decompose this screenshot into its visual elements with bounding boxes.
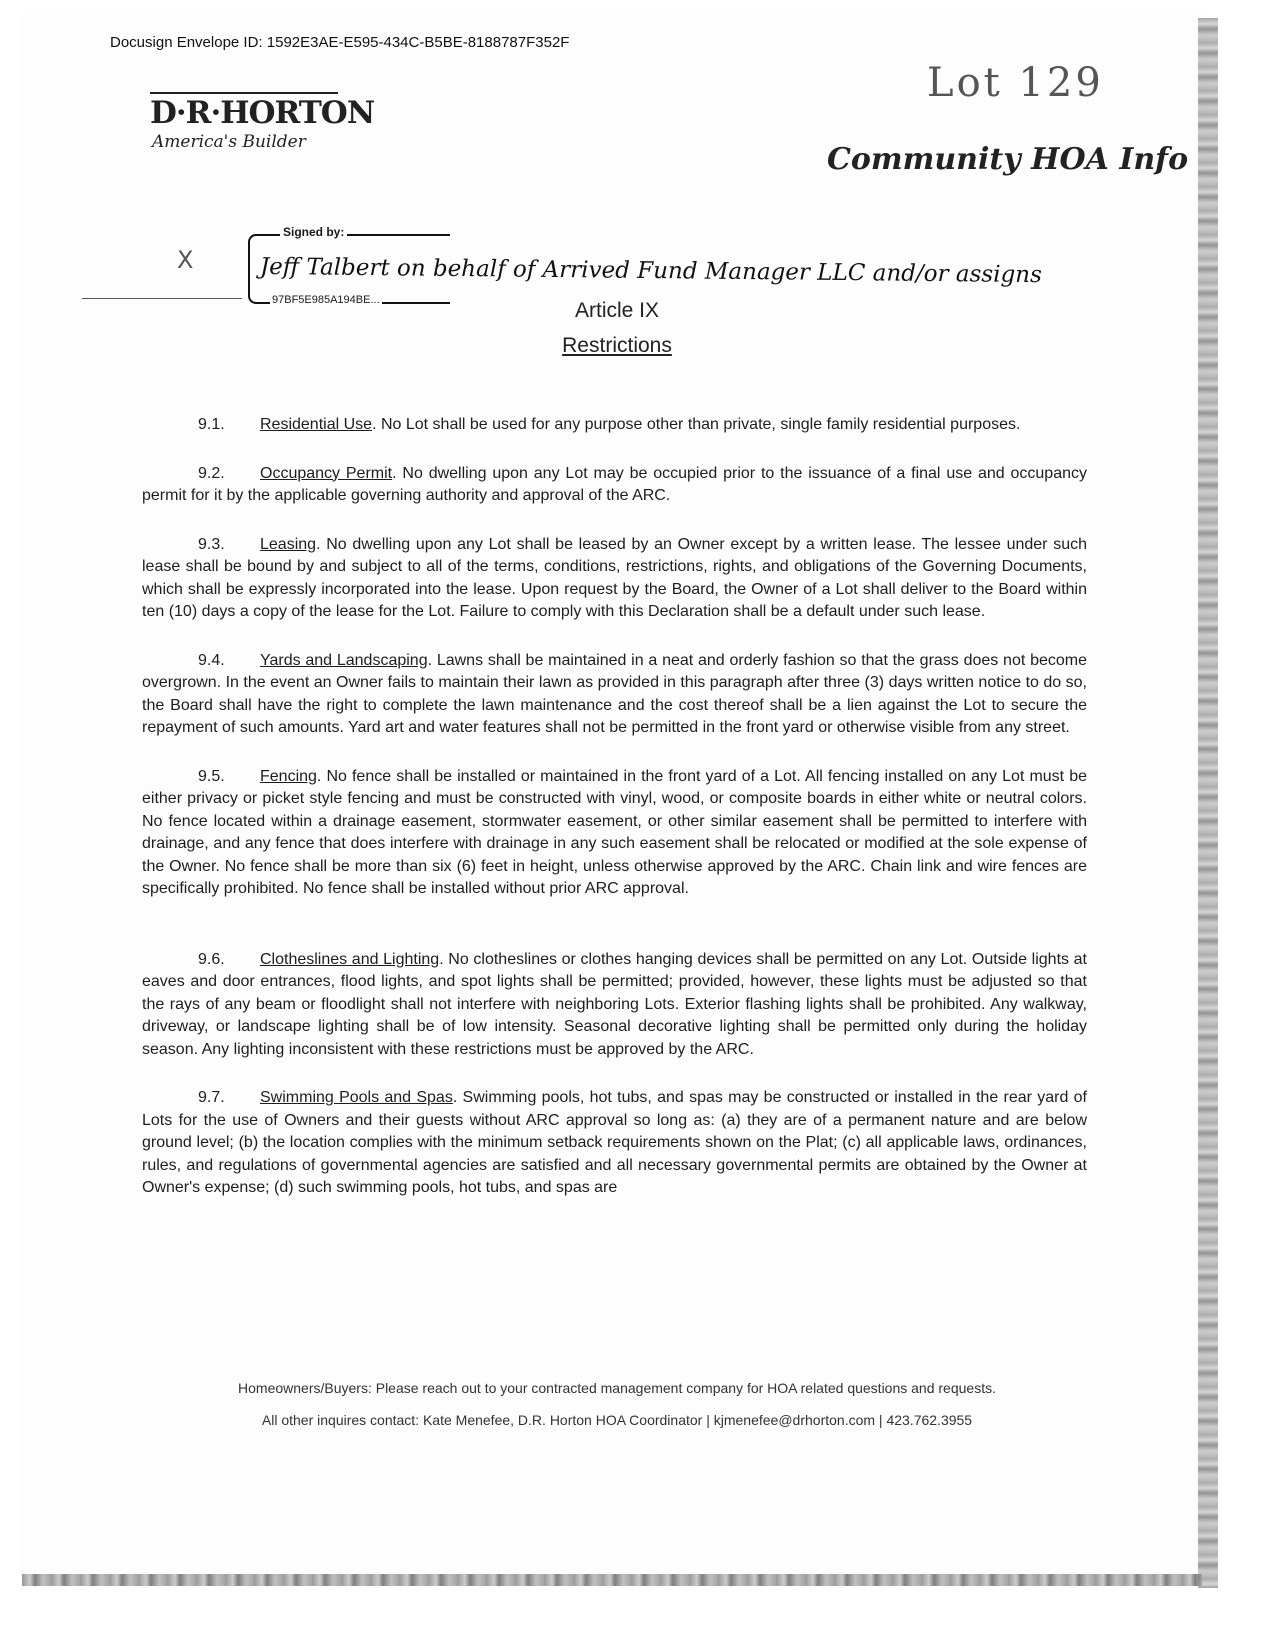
signer-id: 97BF5E985A194BE... [272,294,380,306]
restrictions-body [142,398,1087,1226]
section-heading: Swimming Pools and Spas [260,1089,453,1106]
document-page [22,14,1212,1584]
section-text: . Lawns shall be maintained in a neat and orderly fashion so that the grass does not become overgrown. In the event an Owner fails to maintain their lawn as provided in this paragraph after three (3) days written notice to do so, the Board shall have the right to complete the lawn maintenance and the cost thereof shall be a lien against the Lot to secure the repayment of such amounts. Yard art and water features shall not be permitted in the front yard or otherwise visible from any street. [142,651,1087,736]
signed-by-label: Signed by: [280,225,347,239]
section-9-7 [142,1087,1087,1200]
scan-edge-bottom [22,1574,1202,1586]
handwritten-signature: Jeff Talbert on behalf of Arrived Fund Manager LLC and/or assigns [259,253,1043,289]
section-number: 9.1. [198,416,225,433]
section-number: 9.7. [198,1089,225,1106]
section-number: 9.6. [198,950,225,968]
section-9-4 [142,650,1087,740]
section-9-6 [142,949,1087,1062]
footer-contact: All other inquires contact: Kate Menefee, D.R. Horton HOA Coordinator | kjmenefee@drhorton.com | 423.762.3955 [261,1412,973,1428]
scan-edge-right [1198,18,1218,1588]
section-text: . Swimming pools, hot tubs, and spas may be constructed or installed in the rear yard of Lots for the use of Owners and their guests without ARC approval so long as: (a) they are of a permanent nature and are below ground level; (b) the location complies with the minimum setback requirements shown on the Plat; (c) all applicable laws, ordinances, rules, and regulations of governmental agencies are satisfied and all necessary governmental permits are obtained by the Owner at Owner's expense; (d) such swimming pools, hot tubs, and spas are [142,1089,1087,1196]
docusign-envelope-id: Docusign Envelope ID: 1592E3AE-E595-434C-B5BE-8188787F352F [110,34,570,51]
logo-name: D·R·HORTON [150,95,375,131]
section-number: 9.2. [198,464,225,482]
logo-tagline: America's Builder [152,132,306,152]
handwritten-lot-number: Lot 129 [927,60,1104,106]
handwritten-heading: Community HOA Info [827,142,1189,177]
company-logo [150,92,375,152]
section-9-1 [142,414,1087,437]
section-heading: Occupancy Permit [260,464,393,482]
section-text: . No Lot shall be used for any purpose other than private, single family residential purposes. [372,416,1021,433]
section-text: . No fence shall be installed or maintained in the front yard of a Lot. All fencing installed on any Lot must be either privacy or picket style fencing and must be constructed with vinyl, wood, or composite boards in either white or neutral colors. No fence located within a drainage easement, stormwater easement, or other similar easement shall be permitted to interfere with drainage, and any fence that does interfere with drainage in any such easement shall be relocated or modified at the sole expense of the Owner. No fence shall be more than six (6) feet in height, unless otherwise approved by the ARC. Chain link and wire fences are specifically prohibited. No fence shall be installed without prior ARC approval. [142,767,1087,897]
section-number: 9.5. [198,767,225,785]
section-text: . No dwelling upon any Lot may be occupied prior to the issuance of a final use and occupancy permit for it by the applicable governing authority and approval of the ARC. [142,464,1087,504]
section-heading: Fencing [260,767,317,785]
signature-x-mark: X [177,246,194,274]
section-heading: Leasing [260,535,317,553]
section-9-3 [142,534,1087,624]
section-9-2 [142,463,1087,508]
section-heading: Residential Use [260,416,373,433]
section-heading: Clotheslines and Lighting [260,950,440,968]
section-number: 9.3. [198,535,225,553]
section-9-5 [142,766,1087,901]
article-number: Article IX [574,299,660,322]
section-heading: Yards and Landscaping [260,651,428,669]
section-number: 9.4. [198,651,225,669]
logo-rule [150,92,338,94]
article-title-text: Restrictions [562,334,672,357]
section-text: . No clotheslines or clothes hanging devices shall be permitted on any Lot. Outside lights at eaves and door entrances, flood lights, and spot lights shall be permitted; provided, however, these lights must be adjusted so that the rays of any beam or floodlight shall not interfere with neighboring Lots. Exterior flashing lights shall be prohibited. Any walkway, driveway, or landscape lighting shall be of low intensity. Seasonal decorative lighting shall be permitted only during the holiday season. Any lighting inconsistent with these restrictions must be approved by the ARC. [142,950,1088,1058]
footer-homeowners-note: Homeowners/Buyers: Please reach out to your contracted management company for HOA related questions and requests. [238,1380,996,1396]
section-text: . No dwelling upon any Lot shall be leased by an Owner except by a written lease. The lessee under such lease shall be bound by and subject to all of the terms, conditions, restrictions, rights, and obligations of the Governing Documents, which shall be expressly incorporated into the lease. Upon request by the Board, the Owner of a Lot shall deliver to the Board within ten (10) days a copy of the lease for the Lot. Failure to comply with this Declaration shall be a default under such lease. [142,535,1087,620]
article-title [22,334,1212,358]
